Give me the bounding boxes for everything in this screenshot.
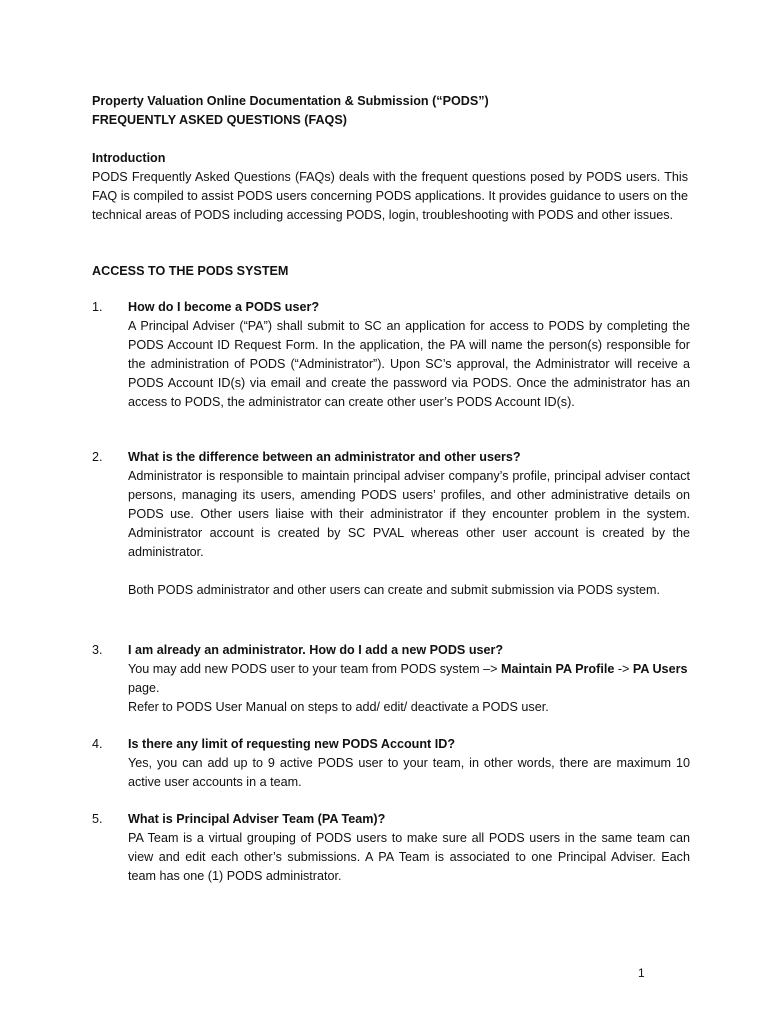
pa-users-label: PA Users — [632, 662, 688, 676]
document-header — [92, 92, 489, 130]
introduction-text: PODS Frequently Asked Questions (FAQs) deals with the frequent questions posed by PODS users. This FAQ is compiled to assist PODS users concerning PODS applications. It provides guidance to users on the technical areas of PODS including accessing PODS, login, troubleshooting with PODS and other issues. — [92, 170, 688, 222]
faq-answer: A Principal Adviser (“PA”) shall submit to SC an application for access to PODS by completing the PODS Account ID Request Form. In the application, the PA will name the person(s) responsible for the administration of PODS (“Administrator”). Upon SC’s approval, the Administrator will receive a PODS Account ID(s) via email and create the password via PODS. Once the administrator has an access to PODS, the administrator can create other user’s PODS Account ID(s). — [128, 319, 690, 409]
introduction-heading: Introduction — [92, 151, 166, 165]
faq-item-4 — [92, 735, 690, 792]
faq-number: 3. — [92, 643, 103, 657]
faq-question: I am already an administrator. How do I add a new PODS user? — [128, 643, 504, 657]
faq-item-1 — [92, 298, 690, 412]
document-subtitle: FREQUENTLY ASKED QUESTIONS (FAQS) — [92, 113, 347, 127]
faq-number: 2. — [92, 450, 103, 464]
faq-answer-note: Refer to PODS User Manual on steps to add/ edit/ deactivate a PODS user. — [128, 700, 549, 714]
faq-item-5 — [92, 810, 690, 886]
faq-number: 1. — [92, 300, 103, 314]
faq-number: 4. — [92, 737, 103, 751]
faq-number: 5. — [92, 812, 103, 826]
faq-answer: Administrator is responsible to maintain principal adviser company’s profile, principal adviser contact persons, managing its users, amending PODS users’ profiles, and other administrative details on PODS use. Other users liaise with their administrator if they encounter problem in the system. Administrator account is created by SC PVAL whereas other user account is created by the administrator. — [128, 469, 690, 559]
faq-question: How do I become a PODS user? — [128, 300, 320, 314]
faq-item-3 — [92, 641, 690, 717]
faq-answer: PA Team is a virtual grouping of PODS users to make sure all PODS users in the same team can view and edit each other’s submissions. A PA Team is associated to one Principal Adviser. Each team has one (1) PODS administrator. — [128, 831, 690, 883]
faq-answer: You may add new PODS user to your team from PODS system –> Maintain PA Profile -> PA Users page. — [128, 662, 688, 695]
page-number: 1 — [638, 966, 645, 980]
faq-question: What is the difference between an administrator and other users? — [128, 450, 521, 464]
faq-question: What is Principal Adviser Team (PA Team)? — [128, 812, 386, 826]
faq-answer: Yes, you can add up to 9 active PODS user to your team, in other words, there are maximum 10 active user accounts in a team. — [128, 756, 690, 789]
faq-question: Is there any limit of requesting new PODS Account ID? — [128, 737, 456, 751]
faq-item-2 — [92, 448, 690, 600]
maintain-pa-profile-label: Maintain PA Profile — [500, 662, 615, 676]
document-title: Property Valuation Online Documentation & Submission (“PODS”) — [92, 94, 489, 108]
introduction-section — [92, 149, 688, 225]
section-title: ACCESS TO THE PODS SYSTEM — [92, 264, 289, 278]
faq-answer-note: Both PODS administrator and other users can create and submit submission via PODS system. — [128, 583, 660, 597]
